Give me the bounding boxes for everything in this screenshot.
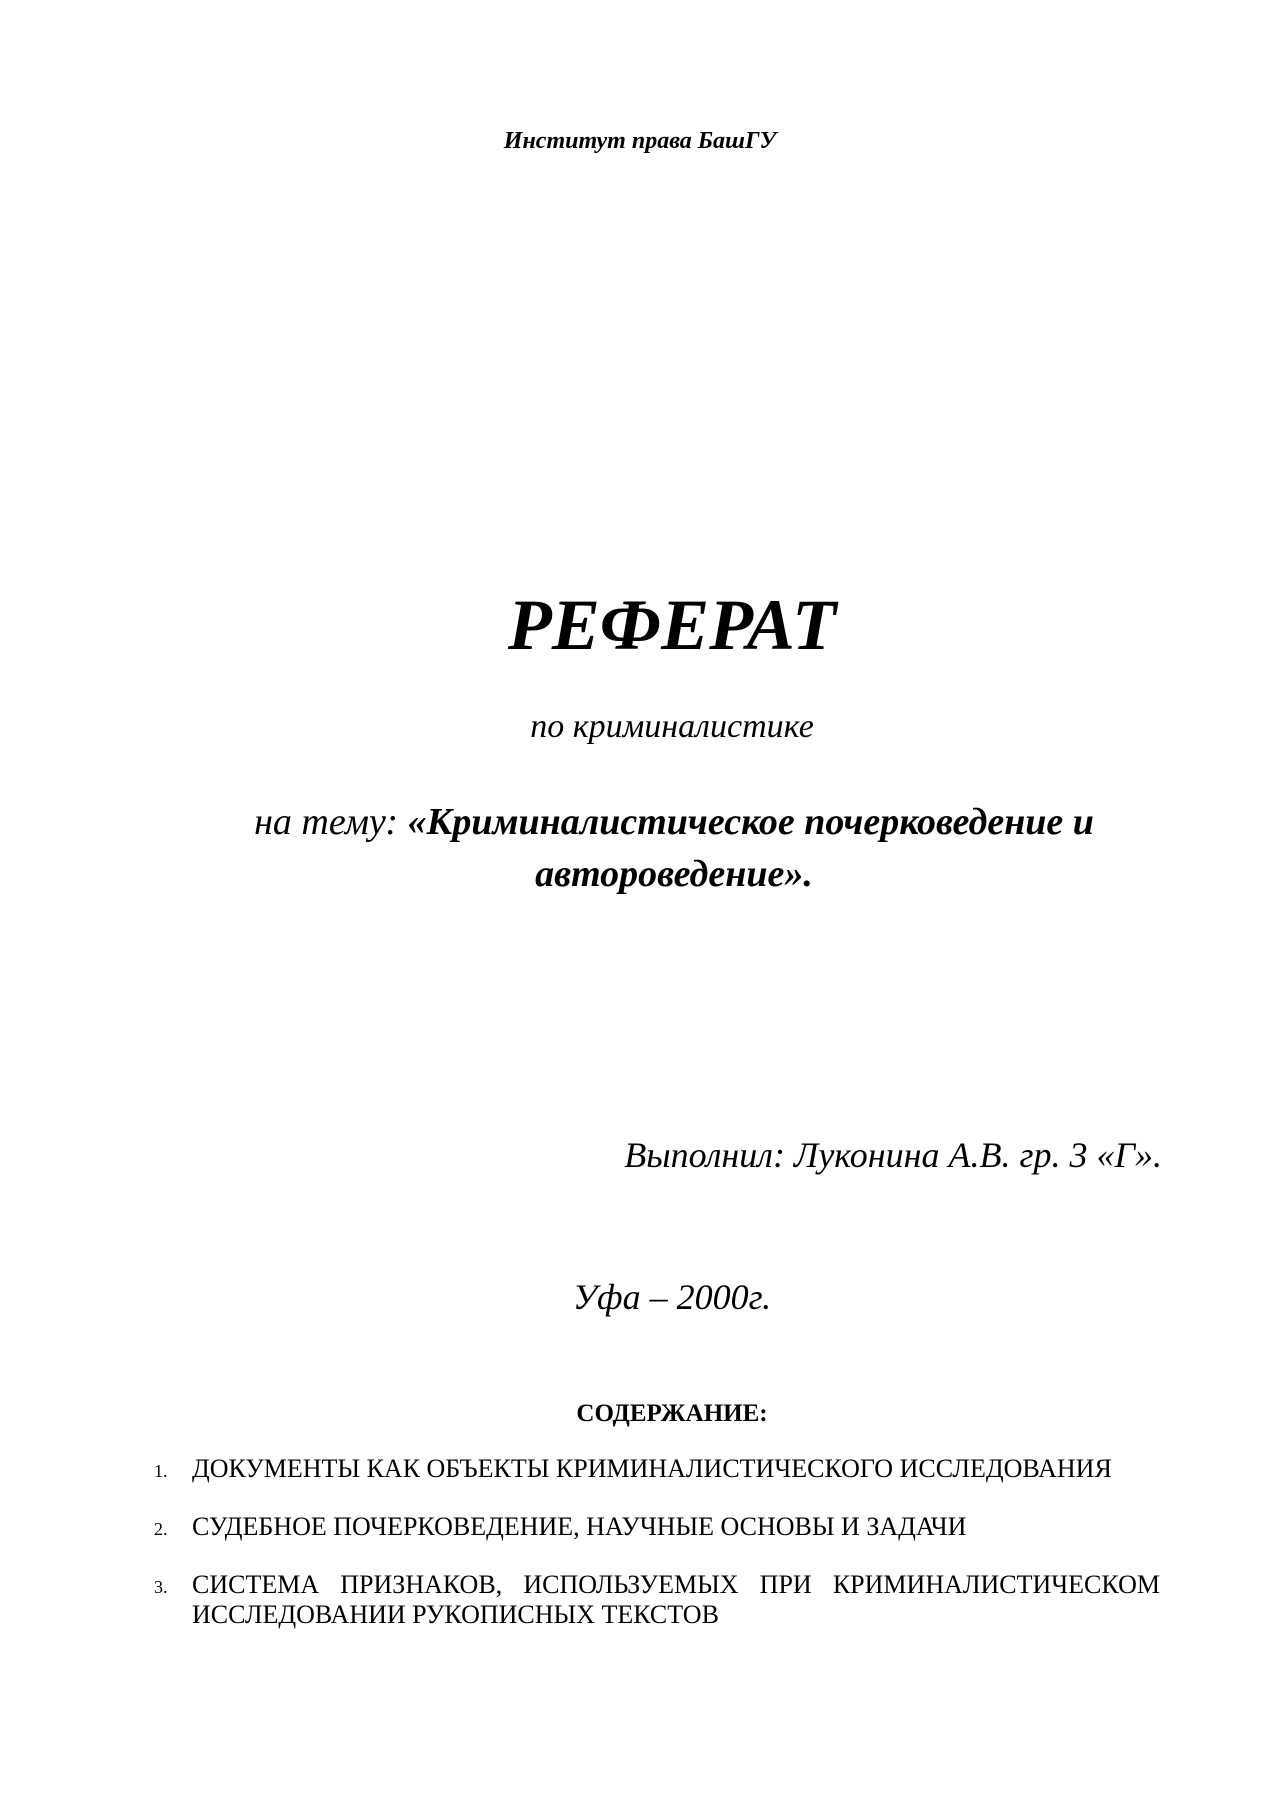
topic-title: «Криминалистическое почерковедение и автороведение». [407, 801, 1094, 895]
topic-prefix: на тему: [254, 801, 408, 843]
table-of-contents [150, 1454, 1160, 1658]
contents-heading: СОДЕРЖАНИЕ: [576, 1400, 768, 1427]
toc-item-text: ДОКУМЕНТЫ КАК ОБЪЕКТЫ КРИМИНАЛИСТИЧЕСКОГО ИССЛЕДОВАНИЯ [192, 1454, 1112, 1483]
toc-item [150, 1512, 1160, 1542]
toc-item-number: 1. [154, 1461, 168, 1481]
topic-line [204, 796, 1144, 900]
toc-item-text: СИСТЕМА ПРИЗНАКОВ, ИСПОЛЬЗУЕМЫХ ПРИ КРИМИНАЛИСТИЧЕСКОМ ИССЛЕДОВАНИИ РУКОПИСНЫХ ТЕКСТОВ [192, 1570, 1160, 1629]
institute-name: Институт права БашГУ [503, 128, 777, 154]
document-title: РЕФЕРАТ [507, 585, 837, 665]
place-year: Уфа – 2000г. [572, 1277, 772, 1317]
subject-line: по криминалистике [530, 708, 814, 745]
toc-item [150, 1570, 1160, 1630]
toc-item-text: СУДЕБНОЕ ПОЧЕРКОВЕДЕНИЕ, НАУЧНЫЕ ОСНОВЫ И ЗАДАЧИ [192, 1512, 967, 1541]
toc-item [150, 1454, 1160, 1484]
author-line: Выполнил: Луконина А.В. гр. 3 «Г». [624, 1135, 1162, 1175]
toc-item-number: 3. [154, 1577, 168, 1597]
toc-item-number: 2. [154, 1519, 168, 1539]
